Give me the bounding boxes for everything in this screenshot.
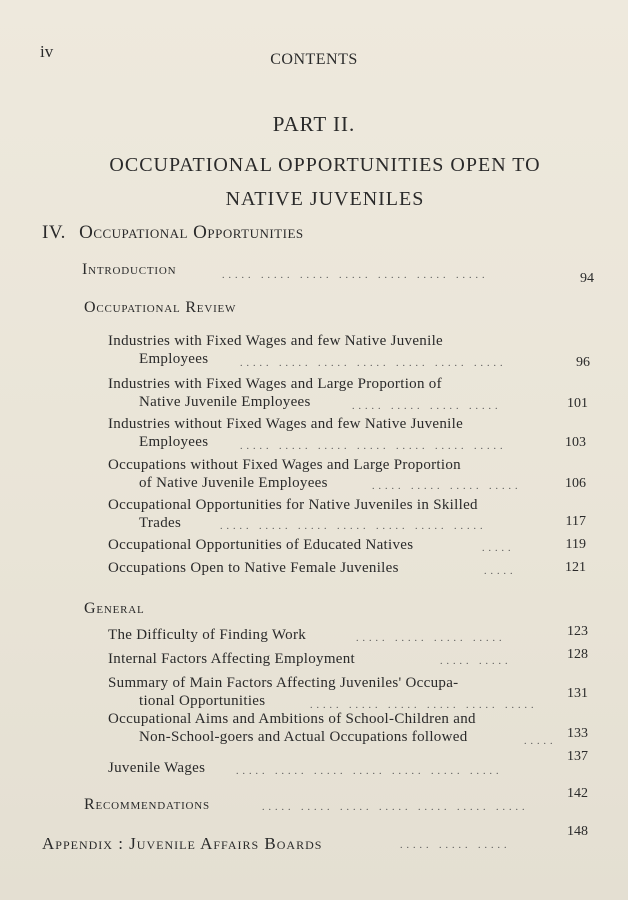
toc-entry-page: 137 [567, 749, 588, 764]
recommendations-leader: ..... ..... ..... ..... ..... ..... ..... [262, 802, 529, 813]
toc-entry-line1: Occupational Aims and Ambitions of School-Children and [108, 711, 476, 727]
toc-entry-leader: ..... ..... ..... ..... [372, 481, 522, 492]
toc-entry-page: 121 [565, 560, 586, 575]
toc-entry-page: 133 [567, 726, 588, 741]
page-folio: iv [40, 42, 54, 61]
toc-entry-line1: Industries with Fixed Wages and few Native Juvenile [108, 333, 443, 349]
toc-entry-leader: ..... ..... ..... ..... ..... ..... ..... [240, 358, 507, 369]
toc-entry-page: 131 [567, 686, 588, 701]
part-title-line-1: OCCUPATIONAL OPPORTUNITIES OPEN TO [109, 154, 541, 176]
chapter-heading [42, 222, 304, 244]
toc-entry-page: 128 [567, 647, 588, 662]
toc-entry-leader: ..... [482, 543, 515, 554]
toc-entry-line2: of Native Juvenile Employees [139, 475, 328, 491]
toc-entry-page: 117 [565, 514, 586, 529]
toc-entry-line2: Non-School-goers and Actual Occupations followed [139, 729, 468, 745]
part-label: PART II. [272, 112, 356, 136]
toc-entry-leader: ..... ..... ..... ..... [356, 633, 506, 644]
toc-entry-line1: Juvenile Wages [108, 760, 206, 776]
appendix-page: 148 [567, 824, 588, 839]
toc-entry-page: 119 [565, 537, 586, 552]
toc-entry-line1: Occupations without Fixed Wages and Large Proportion [108, 457, 461, 473]
part-title [80, 148, 570, 216]
introduction-page: 94 [580, 271, 594, 286]
toc-entry-line1: Occupational Opportunities of Educated Natives [108, 537, 414, 553]
introduction-leader: ..... ..... ..... ..... ..... ..... ..... [222, 270, 489, 281]
recommendations-label: Recommendations [84, 796, 210, 813]
part-title-line-2: NATIVE JUVENILES [225, 188, 425, 210]
chapter-number: IV. [42, 222, 66, 243]
toc-entry-line2: Native Juvenile Employees [139, 394, 311, 410]
toc-entry-page: 96 [576, 355, 590, 370]
toc-entry-leader: ..... ..... [440, 656, 512, 667]
toc-entry-leader: ..... ..... ..... ..... [352, 401, 502, 412]
toc-entry-line1: Occupations Open to Native Female Juveniles [108, 560, 399, 576]
toc-entry-leader: ..... [524, 736, 557, 747]
introduction-label: Introduction [82, 261, 177, 278]
appendix-label: Appendix : Juvenile Affairs Boards [42, 834, 323, 853]
toc-entry-leader: ..... [484, 566, 517, 577]
toc-entry-line2: Employees [139, 434, 209, 450]
appendix-leader: ..... ..... ..... [400, 840, 511, 851]
toc-entry-leader: ..... ..... ..... ..... ..... ..... ..... [240, 441, 507, 452]
toc-entry-page: 103 [565, 435, 586, 450]
review-heading: Occupational Review [84, 299, 237, 316]
toc-entry-line2: Employees [139, 351, 209, 367]
general-heading: General [84, 600, 145, 617]
running-title: CONTENTS [270, 51, 358, 68]
toc-entry-leader: ..... ..... ..... ..... ..... ..... [310, 700, 538, 711]
toc-entry-page: 106 [565, 476, 586, 491]
toc-entry-line2: tional Opportunities [139, 693, 266, 709]
toc-entry-leader: ..... ..... ..... ..... ..... ..... ..... [236, 766, 503, 777]
toc-entry-line1: Summary of Main Factors Affecting Juveniles' Occupa- [108, 675, 459, 691]
toc-entry-leader: ..... ..... ..... ..... ..... ..... ..... [220, 521, 487, 532]
toc-entry-page: 101 [567, 396, 588, 411]
chapter-title: Occupational Opportunities [79, 222, 304, 243]
toc-entry-line1: The Difficulty of Finding Work [108, 627, 307, 643]
toc-entry-line1: Industries with Fixed Wages and Large Proportion of [108, 376, 442, 392]
toc-entry-line1: Occupational Opportunities for Native Juveniles in Skilled [108, 497, 478, 513]
toc-entry-line1: Industries without Fixed Wages and few Native Juvenile [108, 416, 464, 432]
toc-entry-line2: Trades [139, 515, 182, 531]
recommendations-page: 142 [567, 786, 588, 801]
toc-entry-line1: Internal Factors Affecting Employment [108, 651, 356, 667]
toc-entry-page: 123 [567, 624, 588, 639]
